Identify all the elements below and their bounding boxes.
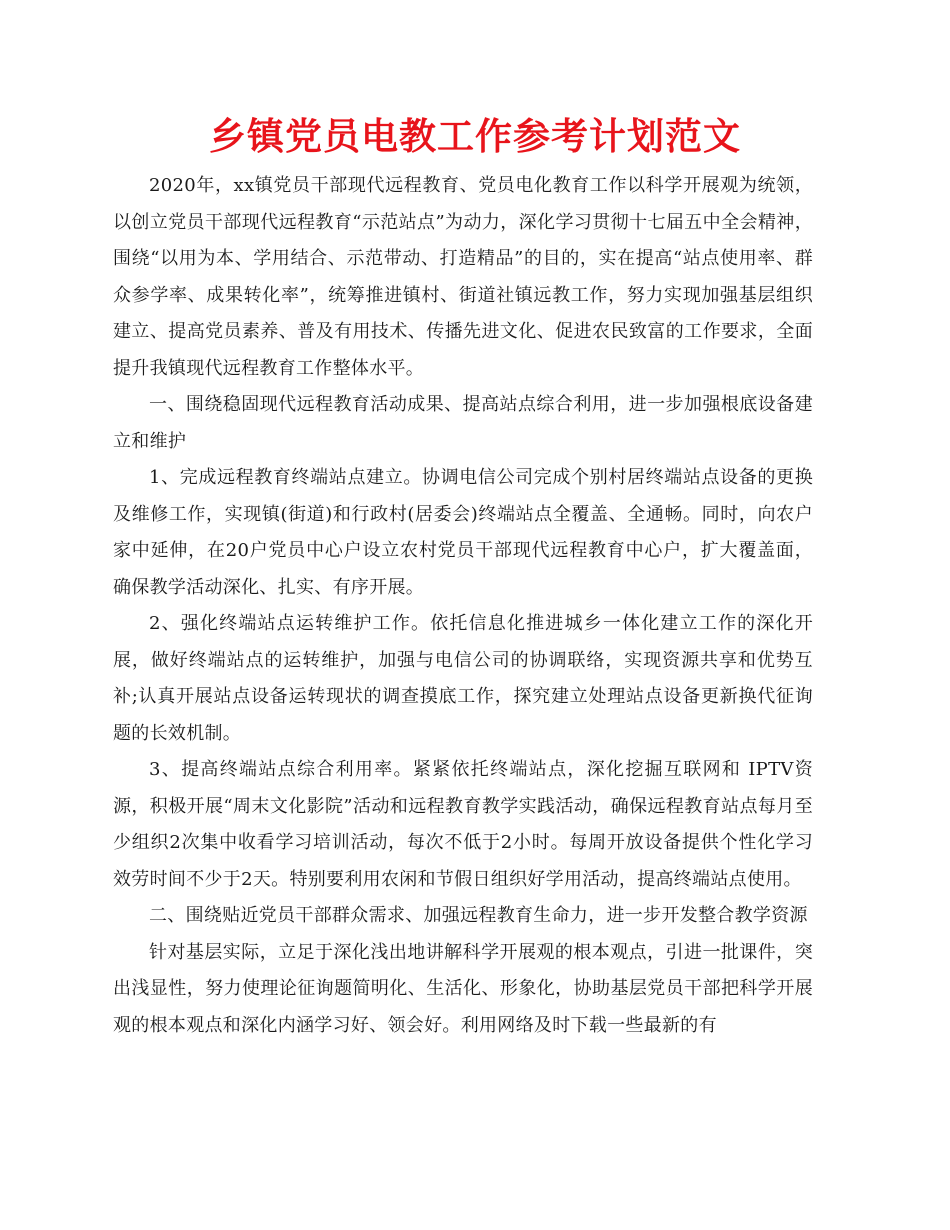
- paragraph-item-2: 2、强化终端站点运转维护工作。依托信息化推进城乡一体化建立工作的深化开展，做好终端站点的运转维护，加强与电信公司的协调联络，实现资源共享和优势互补;认真开展站点设备运转现状的调查摸底工作，探究建立处理站点设备更新换代征询题的长效机制。: [113, 613, 813, 744]
- paragraph-item-1: 1、完成远程教育终端站点建立。协调电信公司完成个别村居终端站点设备的更换及维修工作，实现镇(街道)和行政村(居委会)终端站点全覆盖、全通畅。同时，向农户家中延伸，在20户党员中心户设立农村党员干部现代远程教育中心户，扩大覆盖面，确保教学活动深化、扎实、有序开展。: [113, 467, 813, 598]
- document-title: 乡镇党员电教工作参考计划范文: [209, 115, 741, 158]
- paragraph-section-1-heading: 一、围绕稳固现代远程教育活动成果、提高站点综合利用，进一步加强根底设备建立和维护: [113, 394, 813, 452]
- document-body: [113, 168, 813, 1044]
- paragraph-item-3: 3、提高终端站点综合利用率。紧紧依托终端站点，深化挖掘互联网和 IPTV资源，积极开展“周末文化影院”活动和远程教育教学实践活动，确保远程教育站点每月至少组织2次集中收看学习培训活动，每次不低于2小时。每周开放设备提供个性化学习效劳时间不少于2天。特别要利用农闲和节假日组织好学用活动，提高终端站点使用。: [113, 759, 813, 890]
- paragraph-section-2-body: 针对基层实际，立足于深化浅出地讲解科学开展观的根本观点，引进一批课件，突出浅显性，努力使理论征询题简明化、生活化、形象化，协助基层党员干部把科学开展观的根本观点和深化内涵学习好、领会好。利用网络及时下载一些最新的有: [113, 941, 813, 1036]
- paragraph-intro: 2020年，xx镇党员干部现代远程教育、党员电化教育工作以科学开展观为统领，以创立党员干部现代远程教育“示范站点”为动力，深化学习贯彻十七届五中全会精神，围绕“以用为本、学用结合、示范带动、打造精品”的目的，实在提高“站点使用率、群众参学率、成果转化率”，统筹推进镇村、街道社镇远教工作，努力实现加强基层组织建立、提高党员素养、普及有用技术、传播先进文化、促进农民致富的工作要求，全面提升我镇现代远程教育工作整体水平。: [113, 175, 813, 379]
- paragraph-section-2-heading: 二、围绕贴近党员干部群众需求、加强远程教育生命力，进一步开发整合教学资源: [149, 905, 808, 926]
